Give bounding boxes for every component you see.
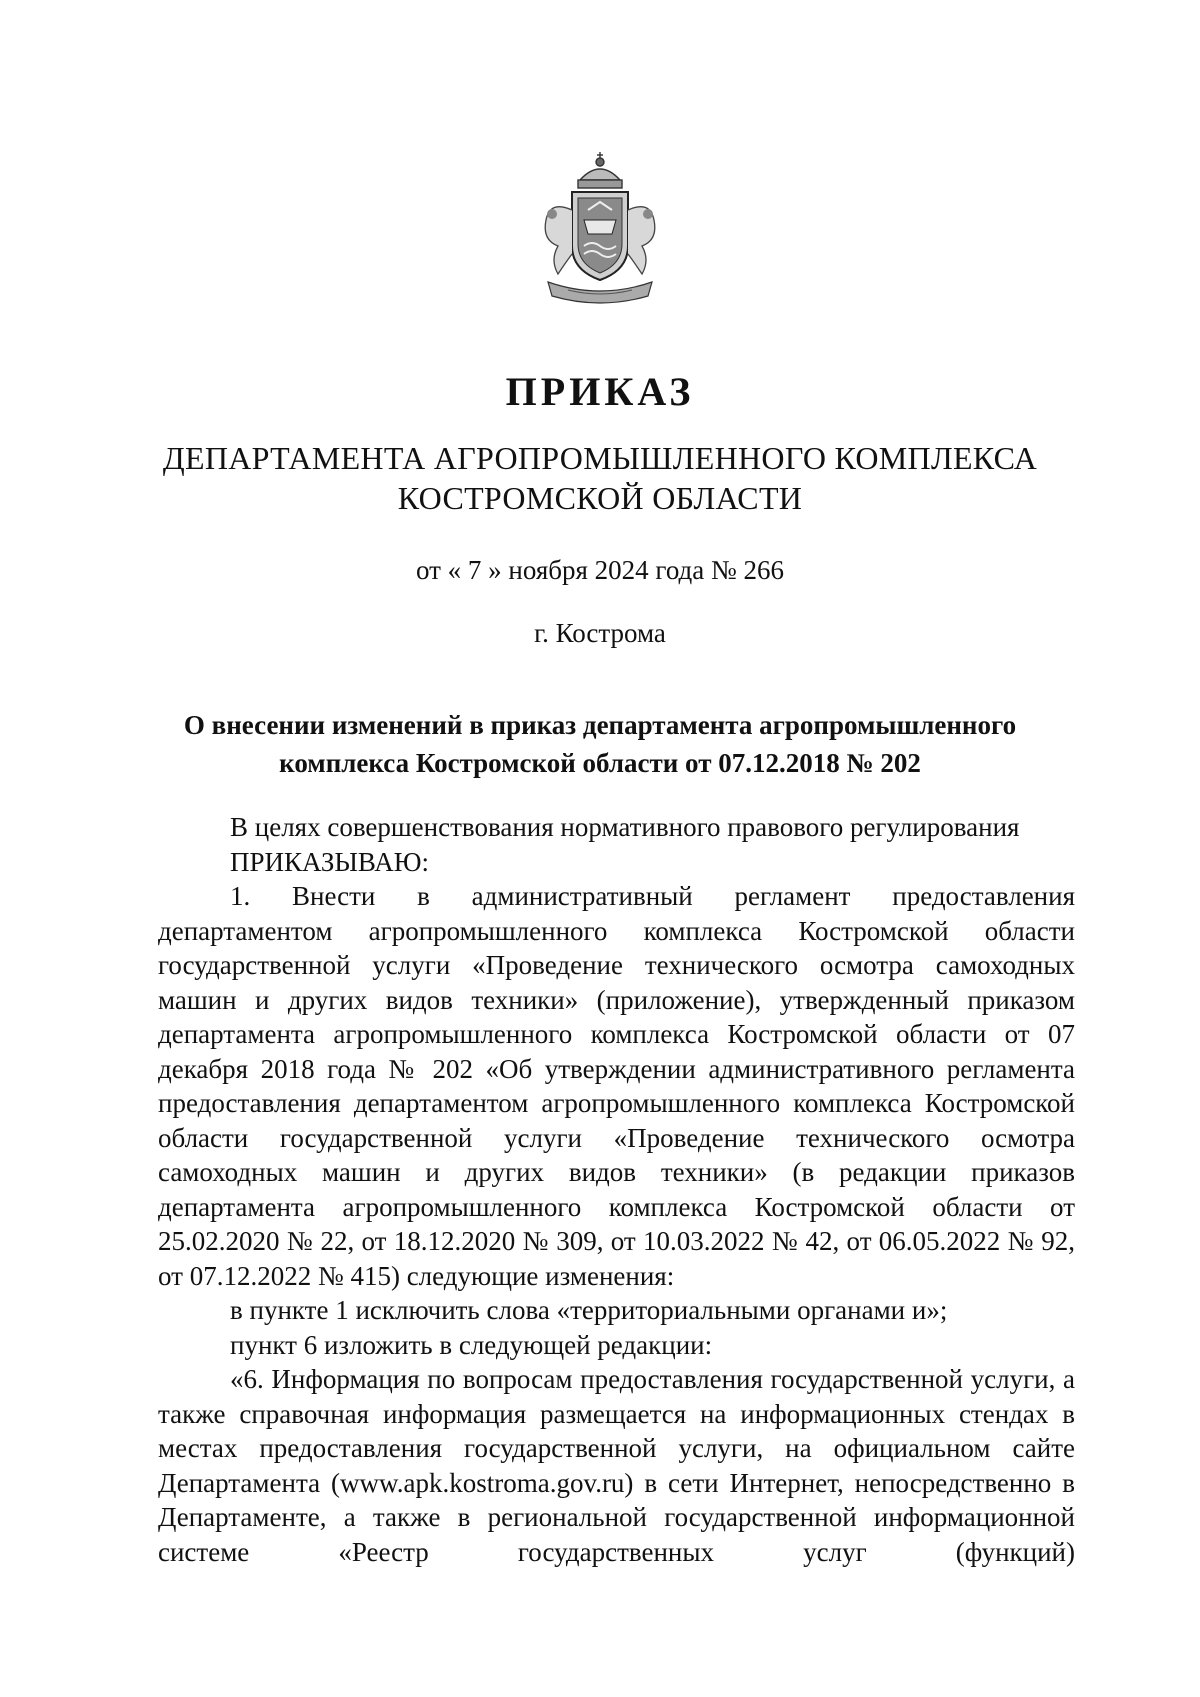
order-word: ПРИКАЗЫВАЮ: <box>230 846 429 877</box>
preamble-text: В целях совершенствования нормативного правового регулирования <box>230 812 1020 842</box>
change-item-1: в пункте 1 исключить слова «территориальными органами и»; <box>230 1295 948 1325</box>
point-6-text: «6. Информация по вопросам предоставления государственной услуги, а также справочная информация размещается на информационных стендах в местах предоставления государственной услуги, на официальном сайте Департамента (www.apk.kostroma.gov.ru) в сети Интернет, непосредственно в Департаменте, а также в региональной государственной информационной системе «Реестр государственных услуг (функций) <box>158 1364 1075 1567</box>
subject-line-1: О внесении изменений в приказ департамента агропромышленного <box>183 710 1017 740</box>
order-subject <box>0 706 1200 782</box>
order-date-number: от « 7 » ноября 2024 года № 266 <box>415 555 785 585</box>
department-line-2: КОСТРОМСКОЙ ОБЛАСТИ <box>397 480 803 516</box>
department-heading <box>0 438 1200 518</box>
coat-of-arms-emblem <box>528 150 672 310</box>
department-line-1: ДЕПАРТАМЕНТА АГРОПРОМЫШЛЕННОГО КОМПЛЕКСА <box>162 440 1038 476</box>
document-title: ПРИКАЗ <box>505 369 695 414</box>
order-item-1: 1. Внести в административный регламент предоставления департаментом агропромышленного комплекса Костромской области государственной услуги «Проведение технического осмотра самоходных машин и других видов техники» (приложение), утвержденный приказом департамента агропромышленного комплекса Костромской области от 07 декабря 2018 года № 202 «Об утверждении административного регламента предоставления департаментом агропромышленного комплекса Костромской области государственной услуги «Проведение технического осмотра самоходных машин и других видов техники» (в редакции приказов департамента агропромышленного комплекса Костромской области от 25.02.2020 № 22, от 18.12.2020 № 309, от 10.03.2022 № 42, от 06.05.2022 № 92, от 07.12.2022 № 415) следующие изменения: <box>158 881 1075 1291</box>
change-item-2: пункт 6 изложить в следующей редакции: <box>230 1329 713 1360</box>
order-city: г. Кострома <box>534 618 666 648</box>
order-body <box>158 810 1075 1569</box>
subject-line-2: комплекса Костромской области от 07.12.2018 № 202 <box>279 748 921 778</box>
